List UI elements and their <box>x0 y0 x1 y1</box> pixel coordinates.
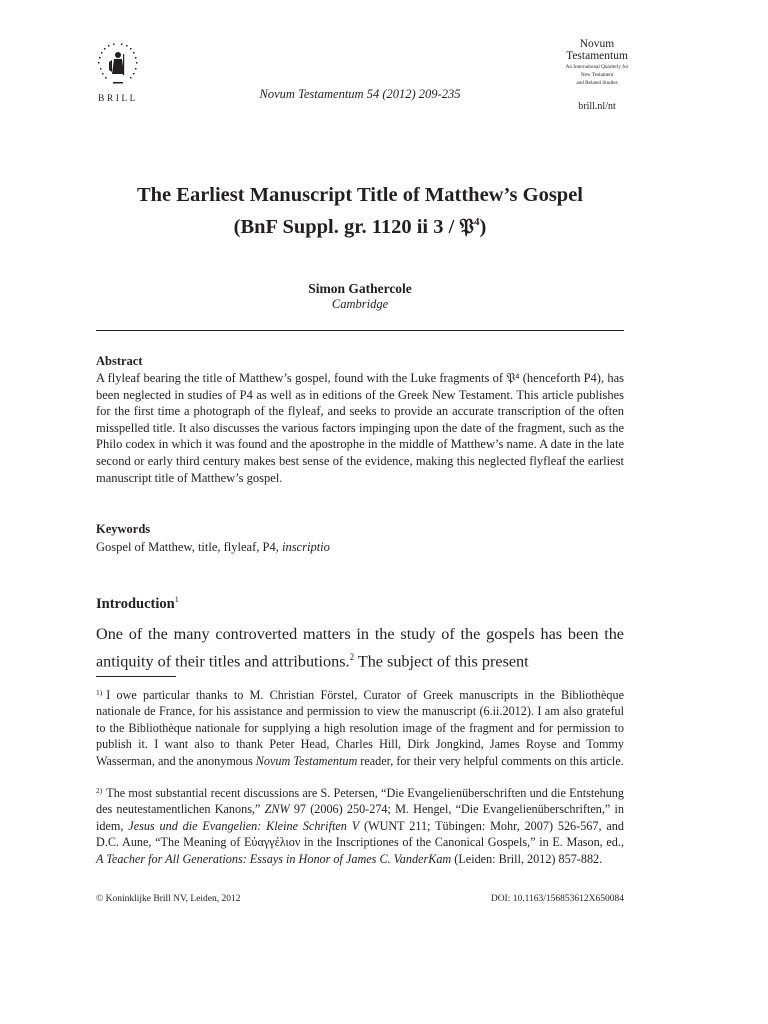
journal-masthead <box>548 38 646 112</box>
article-title <box>96 182 624 241</box>
footnote-1-text-b: reader, for their very helpful comments on this article. <box>360 753 624 768</box>
footnote-divider <box>96 676 176 677</box>
journal-citation: Novum Testamentum 54 (2012) 209-235 <box>259 87 461 101</box>
footnote-2-italic-1: ZNW <box>264 802 290 817</box>
introduction-text <box>96 623 624 673</box>
footnote-ref-1[interactable]: 1 <box>174 595 179 604</box>
footnote-ref-2[interactable]: 2 <box>349 652 355 662</box>
footnote-2-text-a: The most substantial recent discussions are S. Petersen, “Die Evangelienüberschriften und die Entstehung des neutestamentlichen Kanons,” <box>96 786 624 817</box>
title-line-1: The Earliest Manuscript Title of Matthew’s Gospel <box>136 184 584 206</box>
footnote-1-number: 1) <box>96 688 103 697</box>
title-line-2-close: ) <box>479 215 487 238</box>
footnote-1-italic: Novum Testamentum <box>255 753 358 768</box>
introduction-heading <box>96 595 179 613</box>
brill-seal-icon <box>93 40 143 90</box>
author-affiliation: Cambridge <box>331 297 389 311</box>
introduction-heading-text: Introduction <box>96 595 175 612</box>
journal-url[interactable]: brill.nl/nt <box>578 101 616 112</box>
title-line-2-main: (BnF Suppl. gr. 1120 ii 3 / 𝔓 <box>233 215 475 238</box>
footnote-2-text-d: (Leiden: Brill, 2012) 857-882. <box>454 851 603 866</box>
intro-text-a: One of the many controverted matters in the study of the gospels has been the antiquity of their titles and attributions. <box>96 625 624 671</box>
title-line-2 <box>96 209 624 241</box>
keywords-text <box>96 540 624 555</box>
doi-link[interactable]: DOI: 10.1163/156853612X650084 <box>490 894 624 904</box>
abstract-heading: Abstract <box>96 354 143 368</box>
footnote-2-italic-2: Jesus und die Evangelien: Kleine Schriften V <box>128 818 360 833</box>
journal-subtitle-line3: and Related Studies <box>576 80 618 86</box>
footnote-2 <box>96 783 624 867</box>
intro-text-b: The subject of this present <box>354 652 529 671</box>
journal-subtitle-line1: An International Quarterly for <box>565 64 629 70</box>
journal-subtitle-line2: New Testament <box>580 72 614 78</box>
brill-logo <box>89 40 147 108</box>
footnote-2-italic-3: A Teacher for All Generations: Essays in Honor of James C. VanderKam <box>96 851 452 866</box>
footnote-1-text-a: I owe particular thanks to M. Christian Förstel, Curator of Greek manuscripts in the Bibliothèque nationale de France, for his assistance and permission to view the manuscript (6.ii.2012). I am also grateful to the Bibliothèque nationale for supplying a high resolution image of the fragment and for permission to publish it. I want also to thank Peter Head, Charles Hill, Dirk Jongkind, James Royse and Tommy Wasserman, and the anonymous <box>96 688 624 768</box>
journal-name-line2: Testamentum <box>566 50 628 62</box>
keywords-list: Gospel of Matthew, title, flyleaf, P4, <box>96 540 279 554</box>
title-sup: 4 <box>474 216 480 228</box>
copyright-notice: © Koninklijke Brill NV, Leiden, 2012 <box>96 894 241 904</box>
keywords-italic: inscriptio <box>281 540 330 554</box>
abstract-text: A flyleaf bearing the title of Matthew’s gospel, found with the Luke fragments of 𝔓⁴ (henceforth P4), has been neglected in studies of P4 as well as in editions of the Greek New Testament. This article publishes for the first time a photograph of the flyleaf, and seeks to provide an accurate transcription of the often misspelled title. It also discusses the various factors impinging upon the date of the fragment, such as the Philo codex in which it was found and the apostrophe in the middle of Matthew’s name. A date in the late second or early third century makes best sense of the evidence, making this neglected flyfleaf the earliest manuscript title of Matthew’s gospel. <box>96 371 624 485</box>
footnote-1 <box>96 685 624 769</box>
footnote-2-text-b: 97 (2006) 250-274; M. Hengel, “Die Evangelienüberschriften,” in idem, <box>96 802 624 833</box>
brill-wordmark: BRILL <box>98 94 138 104</box>
title-divider <box>96 330 624 331</box>
footnote-2-number: 2) <box>96 786 103 795</box>
author-name: Simon Gathercole <box>308 281 412 296</box>
footnote-2-text-c: (WUNT 211; Tübingen: Mohr, 2007) 526-567, and D.C. Aune, “The Meaning of Εὐαγγέλιον in the Inscriptiones of the Canonical Gospels,” in E. Mason, ed., <box>96 818 624 850</box>
journal-name-line1: Novum <box>579 38 615 50</box>
keywords-heading: Keywords <box>96 522 151 536</box>
